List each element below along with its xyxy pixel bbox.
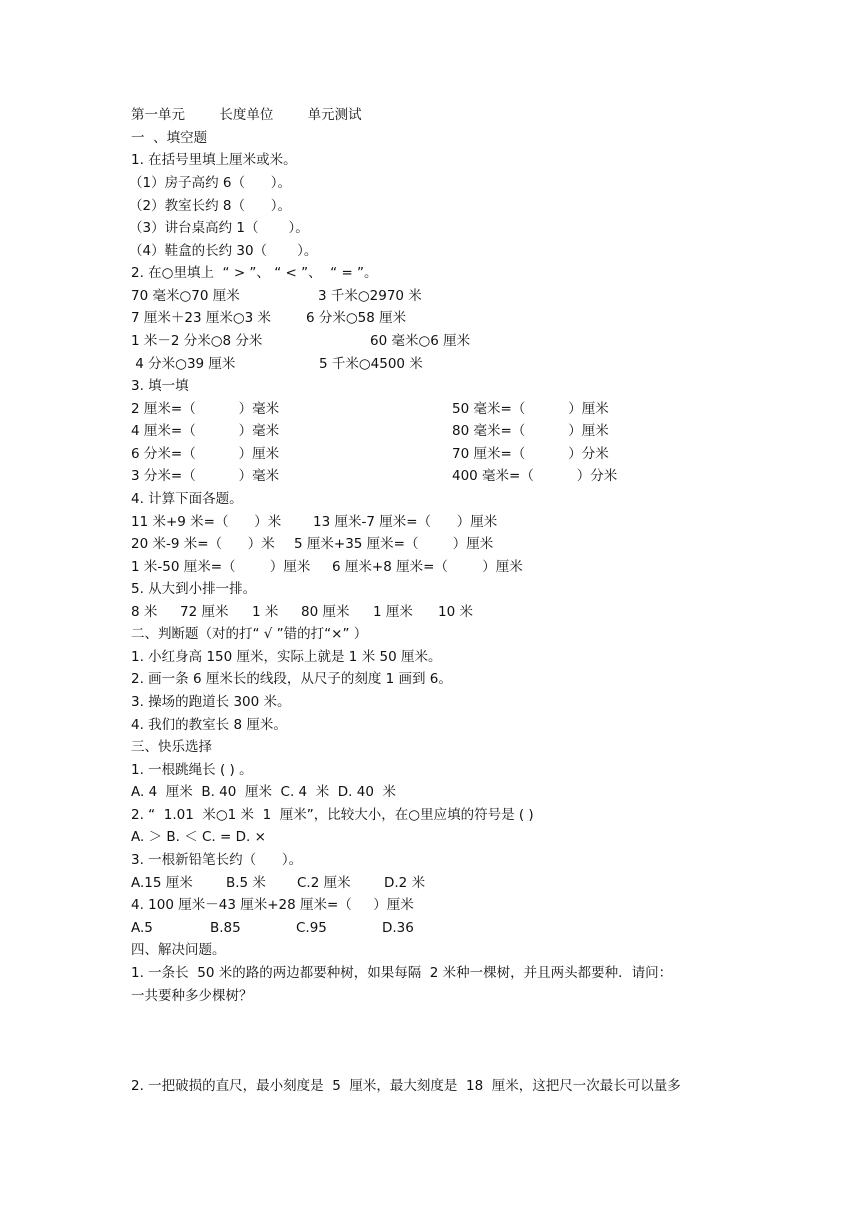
s3-q4-prompt: 4. 100 厘米－43 厘米+28 厘米=（ ）厘米 (131, 897, 414, 913)
s3-q4-option: B.85 (210, 920, 241, 936)
s1-q3-fill-left: 6 分米=（ ）厘米 (131, 446, 280, 462)
s1-q3-fill-right: 400 毫米=（ ）分米 (452, 468, 618, 484)
s1-q5-value: 10 米 (438, 604, 473, 620)
s1-q4-calc-right: 5 厘米+35 厘米=（ ）厘米 (294, 536, 494, 552)
s4-q1-text: 一共要种多少棵树？ (131, 988, 253, 1004)
section-3-heading: 三、快乐选择 (131, 739, 212, 755)
s3-q3-prompt: 3. 一根新铅笔长约（ ）。 (131, 852, 303, 868)
s2-judge-item: 2. 画一条 6 厘米长的线段，从尺子的刻度 1 画到 6。 (131, 671, 452, 687)
s1-q2-compare-left: 4 分米○39 厘米 (131, 356, 236, 372)
s1-q3-fill-right: 80 毫米=（ ）厘米 (452, 423, 609, 439)
s1-q2-compare-left: 1 米－2 分米○8 分米 (131, 333, 263, 349)
s1-q5-value: 80 厘米 (301, 604, 350, 620)
s2-judge-item: 4. 我们的教室长 8 厘米。 (131, 717, 287, 733)
s1-q2-compare-right: 5 千米○4500 米 (319, 356, 423, 372)
s1-q2-compare-left: 7 厘米＋23 厘米○3 米 (131, 310, 272, 326)
s1-q3-fill-right: 50 毫米=（ ）厘米 (452, 401, 609, 417)
s1-q1-item: （3）讲台桌高约 1（ ）。 (129, 220, 309, 236)
s3-q4-option: A.5 (131, 920, 153, 936)
s1-q4-calc-left: 11 米+9 米=（ ）米 (131, 514, 282, 530)
s3-q3-option: D.2 米 (384, 875, 426, 891)
section-2-heading: 二、判断题（对的打“ √ ”错的打“×” ） (131, 626, 368, 642)
s3-q3-option: C.2 厘米 (297, 875, 351, 891)
s1-q5-prompt: 5. 从大到小排一排。 (131, 581, 257, 597)
s1-q5-value: 72 厘米 (180, 604, 229, 620)
s1-q3-fill-left: 4 厘米=（ ）毫米 (131, 423, 280, 439)
s1-q4-prompt: 4. 计算下面各题。 (131, 491, 243, 507)
s2-judge-item: 1. 小红身高 150 厘米，实际上就是 1 米 50 厘米。 (131, 649, 442, 665)
s1-q3-fill-left: 2 厘米=（ ）毫米 (131, 401, 280, 417)
s3-q4-option: D.36 (382, 920, 414, 936)
s1-q5-value: 8 米 (131, 604, 158, 620)
s1-q3-prompt: 3. 填一填 (131, 378, 189, 394)
s1-q4-calc-right: 13 厘米-7 厘米=（ ）厘米 (313, 514, 498, 530)
s3-q1-prompt: 1. 一根跳绳长 ( ) 。 (131, 762, 253, 778)
s4-q1-text: 1. 一条长 50 米的路的两边都要种树，如果每隔 2 米种一棵树，并且两头都要种．请问： (131, 965, 673, 981)
s1-q3-fill-left: 3 分米=（ ）毫米 (131, 468, 280, 484)
s3-q1-options: A. 4 厘米 B. 40 厘米 C. 4 米 D. 40 米 (131, 784, 397, 800)
s3-q2-prompt: 2. “ 1.01 米○1 米 1 厘米”，比较大小，在○里应填的符号是 ( ) (131, 807, 534, 823)
s1-q2-prompt: 2. 在○里填上 “ > ”、 “ < ”、 “ = ”。 (131, 265, 378, 281)
section-1-heading: 一 、填空题 (131, 130, 208, 146)
s3-q3-option: B.5 米 (226, 875, 266, 891)
s1-q1-item: （4）鞋盒的长约 30（ ）。 (129, 243, 318, 259)
s1-q4-calc-left: 20 米-9 米=（ ）米 (131, 536, 275, 552)
s1-q2-compare-left: 70 毫米○70 厘米 (131, 288, 240, 304)
s1-q2-compare-right: 3 千米○2970 米 (318, 288, 422, 304)
s1-q1-prompt: 1. 在括号里填上厘米或米。 (131, 152, 297, 168)
s1-q3-fill-right: 70 厘米=（ ）分米 (452, 446, 609, 462)
s2-judge-item: 3. 操场的跑道长 300 米。 (131, 694, 291, 710)
s3-q3-option: A.15 厘米 (131, 875, 193, 891)
s1-q5-value: 1 厘米 (373, 604, 413, 620)
s1-q5-value: 1 米 (252, 604, 279, 620)
s1-q2-compare-right: 60 毫米○6 厘米 (370, 333, 471, 349)
s1-q1-item: （2）教室长约 8（ ）。 (129, 198, 291, 214)
s3-q4-option: C.95 (296, 920, 327, 936)
s1-q2-compare-right: 6 分米○58 厘米 (306, 310, 407, 326)
s3-q2-options: A. ＞ B. ＜ C. = D. × (131, 829, 266, 845)
s4-q2-text: 2. 一把破损的直尺，最小刻度是 5 厘米，最大刻度是 18 厘米，这把尺一次最长可以量多 (131, 1078, 681, 1094)
s1-q4-calc-left: 1 米-50 厘米=（ ）厘米 (131, 559, 311, 575)
s1-q1-item: （1）房子高约 6（ ）。 (129, 175, 291, 191)
section-4-heading: 四、解决问题。 (131, 942, 226, 958)
s1-q4-calc-right: 6 厘米+8 厘米=（ ）厘米 (332, 559, 523, 575)
worksheet-title: 第一单元 长度单位 单元测试 (131, 107, 362, 123)
